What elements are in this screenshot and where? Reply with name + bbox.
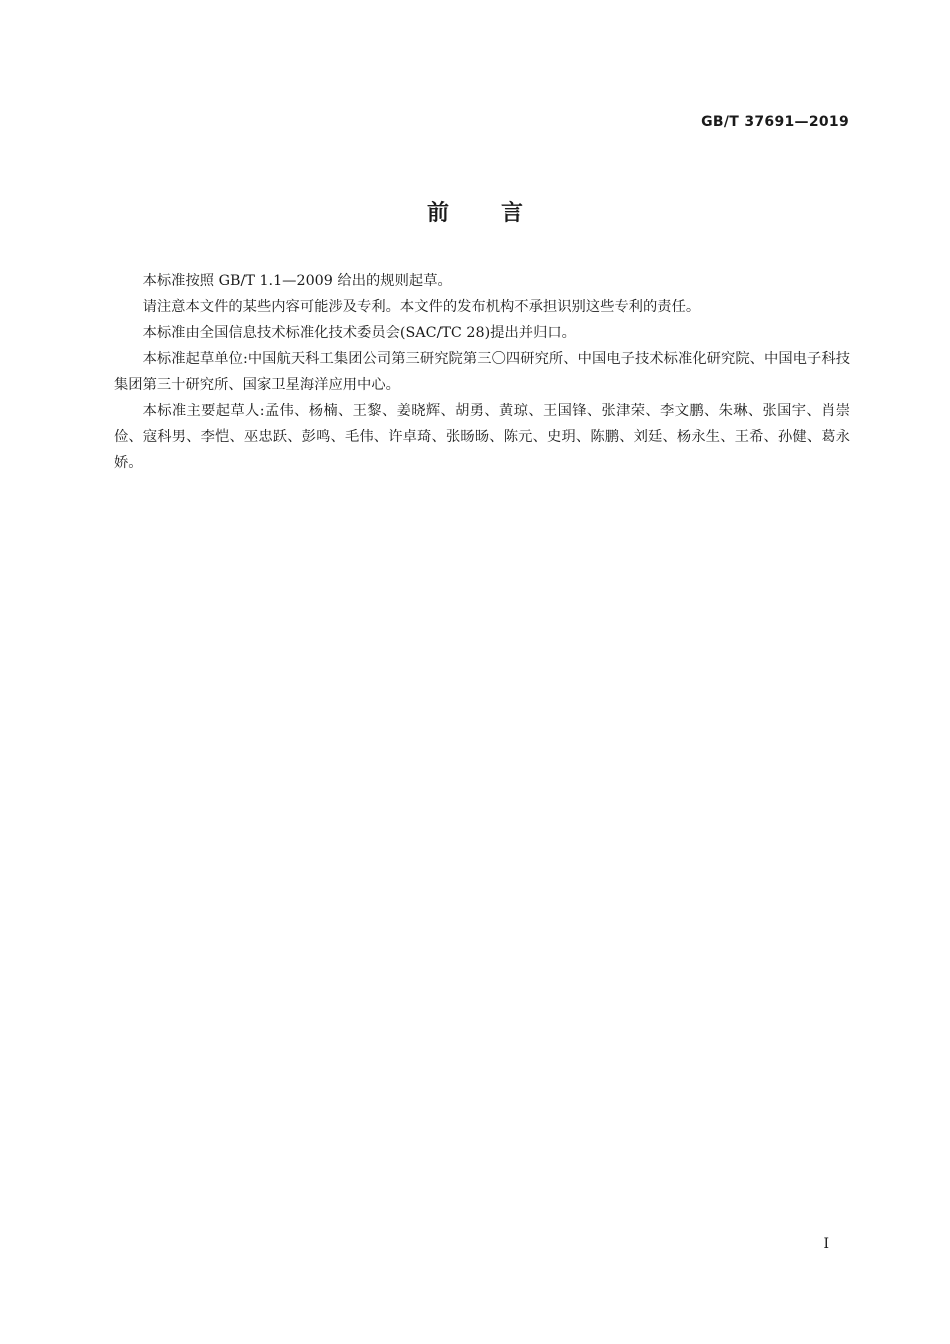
paragraph-patent-notice: 请注意本文件的某些内容可能涉及专利。本文件的发布机构不承担识别这些专利的责任。 <box>142 299 701 315</box>
paragraph-drafting-rules: 本标准按照 GB/T 1.1—2009 给出的规则起草。 <box>142 273 452 289</box>
page-number: I <box>823 1236 829 1252</box>
title-char-1: 前 <box>426 201 449 226</box>
paragraph-drafters: 本标准主要起草人:孟伟、杨楠、王黎、姜晓辉、胡勇、黄琼、王国锋、张津荣、李文鹏、朱琳、张国宇、肖崇俭、寇科男、李恺、巫忠跃、彭鸣、毛伟、许卓琦、张旸旸、陈元、史玥、陈鹏、刘廷、杨永生、王希、孙健、葛永娇。 <box>114 403 850 471</box>
page-title <box>0 196 950 227</box>
title-char-2: 言 <box>501 201 524 226</box>
paragraph-proposer: 本标准由全国信息技术标准化技术委员会(SAC/TC 28)提出并归口。 <box>142 325 576 341</box>
foreword-body <box>114 268 850 476</box>
standard-code: GB/T 37691—2019 <box>701 114 849 130</box>
paragraph-drafting-units: 本标准起草单位:中国航天科工集团公司第三研究院第三〇四研究所、中国电子技术标准化研究院、中国电子科技集团第三十研究所、国家卫星海洋应用中心。 <box>114 351 850 393</box>
